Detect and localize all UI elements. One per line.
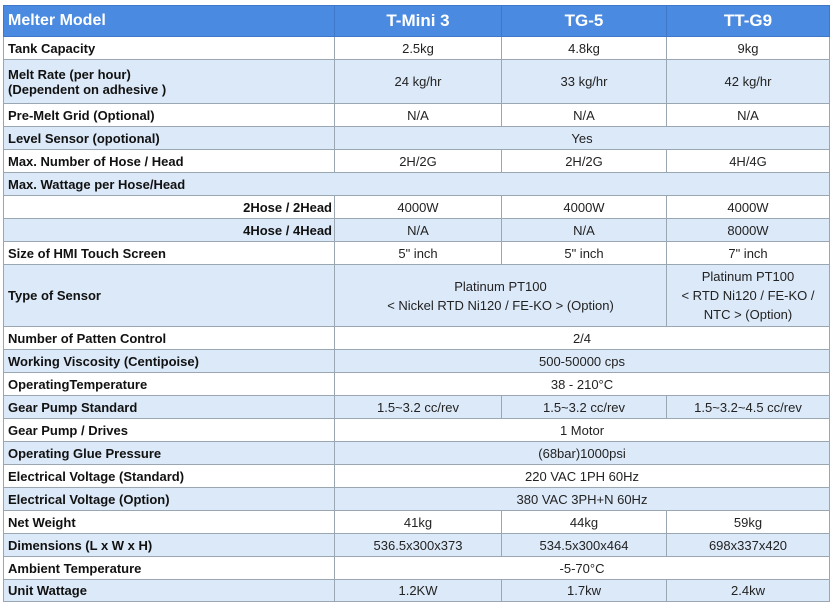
label-line: Melt Rate (per hour) (8, 66, 131, 82)
row-label: Electrical Voltage (Option) (4, 488, 335, 511)
cell-value: 44kg (502, 511, 667, 534)
cell-value: 5" inch (335, 242, 502, 265)
row-type-of-sensor (4, 265, 830, 327)
row-melt-rate (4, 60, 830, 104)
cell-value: 2/4 (335, 327, 830, 350)
cell-value: 4000W (335, 196, 502, 219)
cell-value: 24 kg/hr (335, 60, 502, 104)
row-label: OperatingTemperature (4, 373, 335, 396)
row-glue-pressure (4, 442, 830, 465)
row-operating-temperature (4, 373, 830, 396)
row-pre-melt-grid (4, 104, 830, 127)
row-hmi-screen (4, 242, 830, 265)
cell-value: 33 kg/hr (502, 60, 667, 104)
cell-value: (68bar)1000psi (335, 442, 830, 465)
cell-value: 8000W (667, 219, 830, 242)
cell-value: N/A (667, 104, 830, 127)
row-level-sensor (4, 127, 830, 150)
row-2hose-2head (4, 196, 830, 219)
row-label: Max. Number of Hose / Head (4, 150, 335, 173)
cell-value: 41kg (335, 511, 502, 534)
row-label: Gear Pump / Drives (4, 419, 335, 442)
cell-value: 2H/2G (502, 150, 667, 173)
cell-value: Yes (335, 127, 830, 150)
cell-value: N/A (502, 219, 667, 242)
cell-value-sensor-ab (335, 265, 667, 327)
cell-value: 380 VAC 3PH+N 60Hz (335, 488, 830, 511)
row-label: Unit Wattage (4, 580, 335, 602)
row-label: Ambient Temperature (4, 557, 335, 580)
cell-value: N/A (335, 104, 502, 127)
row-label: Type of Sensor (4, 265, 335, 327)
cell-value: 1.5~3.2 cc/rev (335, 396, 502, 419)
row-label: Operating Glue Pressure (4, 442, 335, 465)
cell-value: 4H/4G (667, 150, 830, 173)
model-tg-5: TG-5 (502, 6, 667, 37)
cell-value: 2.5kg (335, 37, 502, 60)
value-line: < RTD Ni120 / FE-KO / (681, 288, 815, 303)
row-net-weight (4, 511, 830, 534)
row-label: Gear Pump Standard (4, 396, 335, 419)
model-tt-g9: TT-G9 (667, 6, 830, 37)
row-unit-wattage (4, 580, 830, 602)
model-label: Melter Model (4, 6, 335, 37)
cell-value: 534.5x300x464 (502, 534, 667, 557)
row-voltage-option (4, 488, 830, 511)
cell-value: 42 kg/hr (667, 60, 830, 104)
cell-value: 1.2KW (335, 580, 502, 602)
cell-value: 1.5~3.2~4.5 cc/rev (667, 396, 830, 419)
cell-value: 59kg (667, 511, 830, 534)
row-ambient-temperature (4, 557, 830, 580)
cell-value: 9kg (667, 37, 830, 60)
cell-value: 7" inch (667, 242, 830, 265)
row-max-wattage (4, 173, 830, 196)
row-label (4, 60, 335, 104)
cell-value: 1.7kw (502, 580, 667, 602)
cell-value: 5" inch (502, 242, 667, 265)
cell-value: 4.8kg (502, 37, 667, 60)
cell-value: 536.5x300x373 (335, 534, 502, 557)
cell-value: 38 - 210°C (335, 373, 830, 396)
row-max-hose-head (4, 150, 830, 173)
cell-value: 698x337x420 (667, 534, 830, 557)
row-label: 4Hose / 4Head (4, 219, 335, 242)
cell-value: 500-50000 cps (335, 350, 830, 373)
row-4hose-4head (4, 219, 830, 242)
row-label: Net Weight (4, 511, 335, 534)
cell-value: N/A (335, 219, 502, 242)
model-t-mini-3: T-Mini 3 (335, 6, 502, 37)
cell-value-sensor-c (667, 265, 830, 327)
row-label: Dimensions (L x W x H) (4, 534, 335, 557)
cell-value: 220 VAC 1PH 60Hz (335, 465, 830, 488)
row-label: Level Sensor (opotional) (4, 127, 335, 150)
row-label: Working Viscosity (Centipoise) (4, 350, 335, 373)
cell-value: -5-70°C (335, 557, 830, 580)
row-gear-pump-drives (4, 419, 830, 442)
value-line: < Nickel RTD Ni120 / FE-KO > (Option) (387, 297, 614, 313)
value-line: NTC > (Option) (703, 307, 793, 322)
row-voltage-standard (4, 465, 830, 488)
cell-value: 4000W (667, 196, 830, 219)
row-dimensions (4, 534, 830, 557)
cell-value: 2H/2G (335, 150, 502, 173)
row-label: 2Hose / 2Head (4, 196, 335, 219)
row-label: Number of Patten Control (4, 327, 335, 350)
cell-value: N/A (502, 104, 667, 127)
row-label: Max. Wattage per Hose/Head (4, 173, 830, 196)
value-line: Platinum PT100 (454, 278, 547, 294)
row-label: Pre-Melt Grid (Optional) (4, 104, 335, 127)
spec-table (3, 5, 830, 602)
cell-value: 1.5~3.2 cc/rev (502, 396, 667, 419)
row-label: Tank Capacity (4, 37, 335, 60)
cell-value: 2.4kw (667, 580, 830, 602)
row-tank-capacity (4, 37, 830, 60)
row-gear-pump-standard (4, 396, 830, 419)
label-line: (Dependent on adhesive ) (8, 81, 167, 97)
row-label: Electrical Voltage (Standard) (4, 465, 335, 488)
cell-value: 4000W (502, 196, 667, 219)
row-patten-control (4, 327, 830, 350)
value-line: Platinum PT100 (701, 269, 795, 284)
row-viscosity (4, 350, 830, 373)
cell-value: 1 Motor (335, 419, 830, 442)
header-row (4, 6, 830, 37)
row-label: Size of HMI Touch Screen (4, 242, 335, 265)
